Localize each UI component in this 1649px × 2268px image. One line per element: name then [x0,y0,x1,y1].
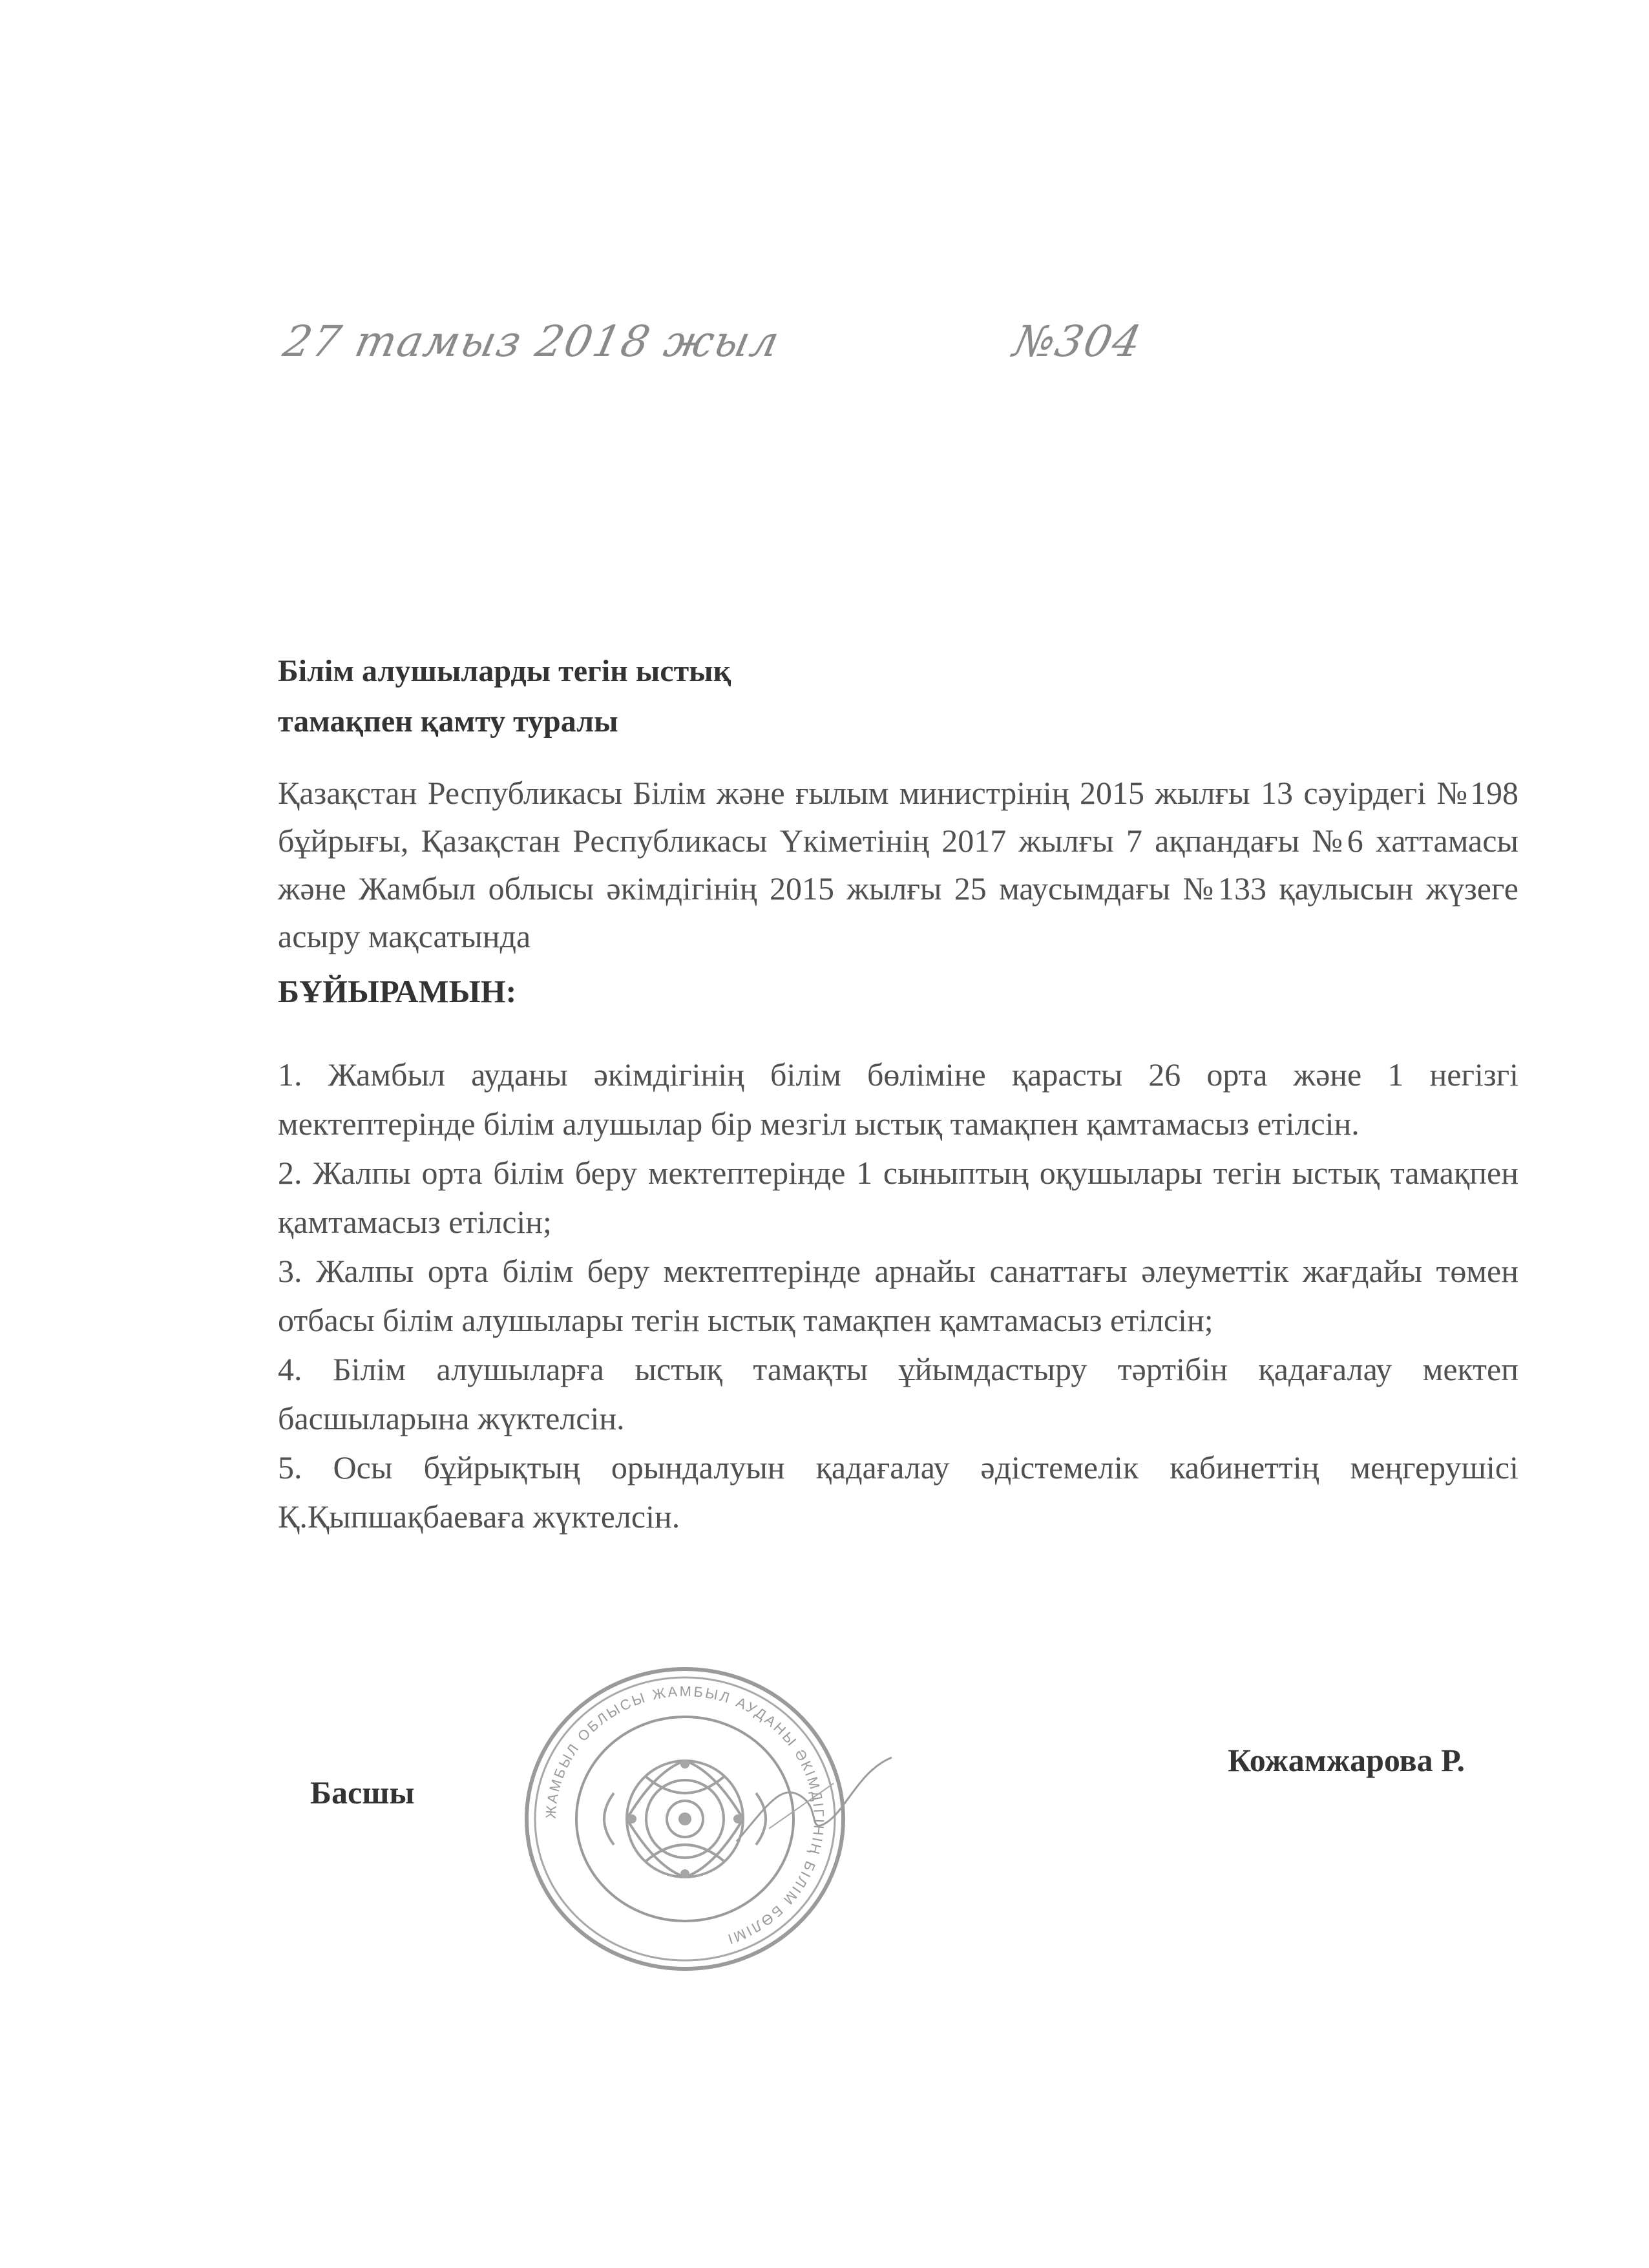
order-item: 5. Осы бұйрықтың орындалуын қадағалау әдістемелік кабинеттің меңгерушісі Қ.Қыпшақбаеваға жүктелсін. [278,1449,1518,1535]
title-line-1: Білім алушыларды тегін ыстық [278,654,731,688]
order-item: 4. Білім алушыларға ыстық тамақты ұйымдастыру тәртібін қадағалау мектеп басшыларына жүктелсін. [278,1351,1518,1436]
handwritten-signature [730,1745,898,1861]
title-line-2: тамақпен қамту туралы [278,704,618,739]
order-heading: БҰЙЫРАМЫН: [278,973,517,1009]
order-items-list [278,1050,1518,1541]
seal-text: ЖАМБЫЛ ОБЛЫСЫ ЖАМБЫЛ АУДАНЫ ӘКІМДІГІНІҢ БІЛІМ БӨЛІМІ [542,1683,828,1948]
signatory-name: Кожамжарова Р. [1228,1742,1465,1778]
handwritten-date: 27 тамыз 2018 жыл [278,317,785,366]
order-item: 2. Жалпы орта білім беру мектептерінде 1 сыныптың оқушылары тегін ыстық тамақпен қамтамасыз етілсін; [278,1155,1518,1240]
handwritten-order-number: №304 [1009,317,1147,366]
order-item: 3. Жалпы орта білім беру мектептерінде арнайы санаттағы әлеуметтік жағдайы төмен отбасы білім алушылары тегін ыстық тамақпен қамтамасыз етілсін; [278,1253,1518,1338]
document-title [278,646,1182,747]
signatory-role: Басшы [310,1774,415,1811]
preamble-paragraph: Қазақстан Республикасы Білім және ғылым министрінің 2015 жылғы 13 сәуірдегі №198 бұйрығы, Қазақстан Республикасы Үкіметінің 2017 жылғы 7 ақпандағы №6 хаттамасы және Жамбыл облысы әкімдігінің 2015 жылғы 25 маусымдағы №133 қаулысын жүзеге асыру мақсатында [278,775,1518,954]
order-item: 1. Жамбыл ауданы әкімдігінің білім бөліміне қарасты 26 орта және 1 негізгі мектептерінде білім алушылар бір мезгіл ыстық тамақпен қамтамасыз етілсін. [278,1056,1518,1142]
